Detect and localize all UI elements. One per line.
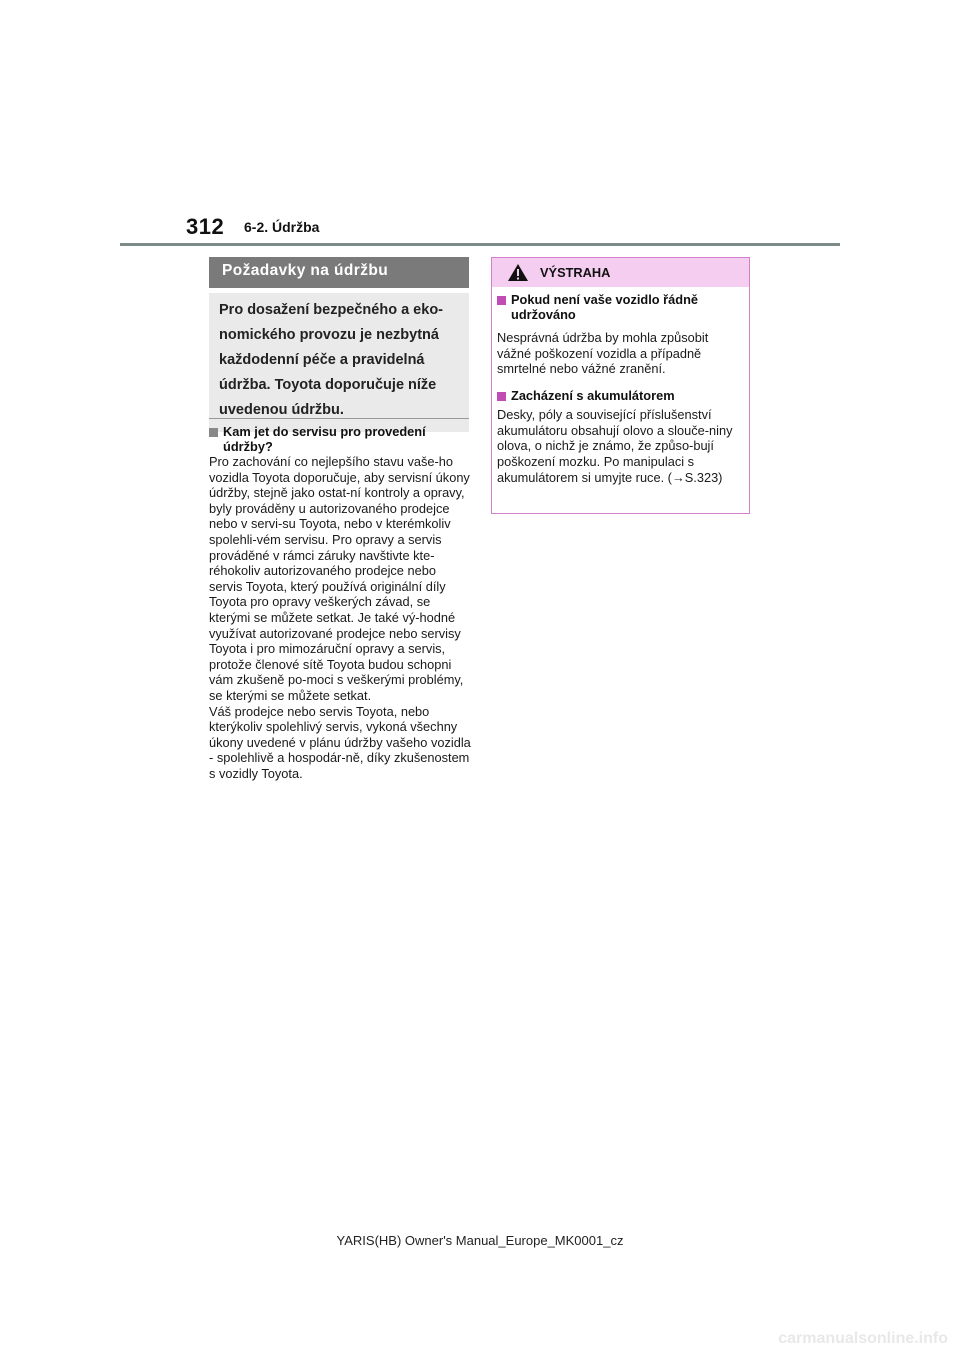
intro-box bbox=[209, 257, 469, 432]
warning-item-2-heading-text: Zacházení s akumulátorem bbox=[511, 387, 675, 403]
main-heading bbox=[209, 425, 471, 454]
divider bbox=[209, 418, 469, 419]
warning-header bbox=[492, 258, 749, 287]
main-paragraph-2: Váš prodejce nebo servis Toyota, nebo kterýkoliv spolehlivý servis, vykoná všechny úkony uvedené v plánu údržby vašeho vozidla - spolehlivě a hospodár-ně, díky zkušenostem s vozidly Toyota. bbox=[209, 703, 471, 781]
header-rule bbox=[120, 243, 840, 246]
warning-box bbox=[491, 257, 750, 514]
warning-item-2-text: Desky, póly a související příslušenství akumulátoru obsahují olovo a slouče-niny olova, o nichž je známo, že způso-bují poškození mozku. Po manipulaci s akumulátorem si umyjte ruce. (→S.323) bbox=[497, 407, 733, 485]
warning-item-1-text: Nesprávná údržba by mohla způsobit vážné poškození vozidla a případně smrtelné nebo vážné zranění. bbox=[497, 330, 709, 377]
warning-title: VÝSTRAHA bbox=[540, 265, 611, 280]
warning-item-1-heading bbox=[497, 293, 744, 322]
watermark: carmanualsonline.info bbox=[778, 1330, 948, 1347]
square-bullet-icon bbox=[497, 392, 506, 401]
main-text bbox=[209, 425, 471, 781]
main-paragraph-1: Pro zachování co nejlepšího stavu vaše-ho vozidla Toyota doporučuje, aby servisní úkony údržby, stejně jako ostat-ní kontroly a opravy, byly prováděny u autorizovaného prodejce nebo v servi-su Toyota, nebo v kterémkoliv spolehli-vém servisu. Pro opravy a servis prováděné v rámci záruky navštivte kte-réhokoliv autorizovaného prodejce nebo servis Toyota, který používá originální díly Toyota pro opravy veškerých závad, se kterými se můžete setkat. Je také vý-hodné využívat autorizované prodejce nebo servisy Toyota i pro mimozáruční opravy a servis, protože členové sítě Toyota budou schopni vám zkušeně po-moci s veškerými problémy, se kterými se můžete setkat. bbox=[209, 454, 470, 703]
square-bullet-icon bbox=[209, 428, 218, 437]
warning-item-1-heading-text: Pokud není vaše vozidlo řádně udržováno bbox=[511, 292, 699, 322]
intro-body: Pro dosažení bezpečného a eko-nomického provozu je nezbytná každodenní péče a pravidelná údržba. Toyota doporučuje níže uvedenou údržbu. bbox=[209, 293, 469, 432]
page-number: 312 bbox=[186, 214, 225, 239]
warning-item-2-heading bbox=[497, 389, 744, 404]
warning-body bbox=[492, 287, 749, 485]
warning-triangle-icon bbox=[507, 263, 529, 282]
intro-title: Požadavky na údržbu bbox=[209, 257, 469, 288]
section-title: 6-2. Údržba bbox=[244, 219, 320, 235]
main-heading-text: Kam jet do servisu pro provedení údržby? bbox=[223, 424, 426, 454]
footer: YARIS(HB) Owner's Manual_Europe_MK0001_cz bbox=[336, 1233, 624, 1248]
square-bullet-icon bbox=[497, 296, 506, 305]
